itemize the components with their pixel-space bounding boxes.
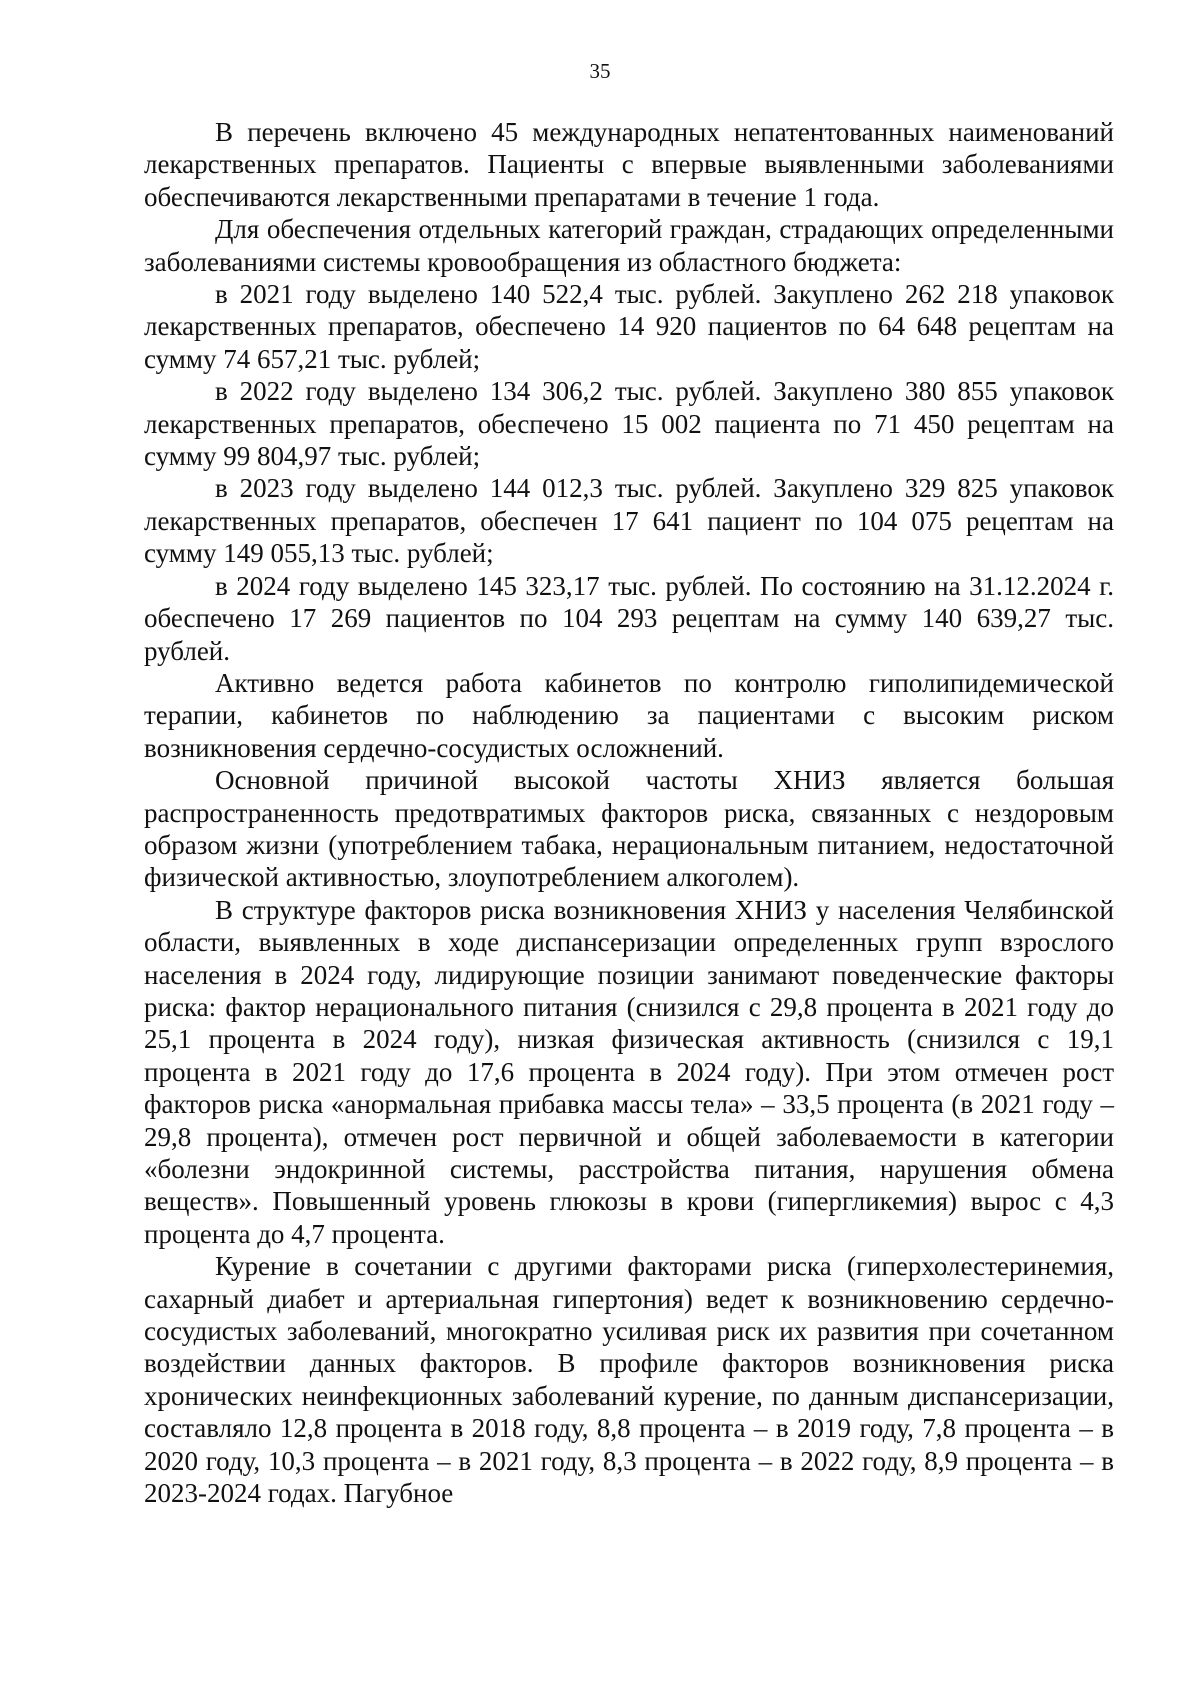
paragraph-risk-factor-structure: В структуре факторов риска возникновения ХНИЗ у населения Челябинской области, выявленных в ходе диспансеризации определенных групп взрослого населения в 2024 году, лидирующие позиции занимают поведенческие факторы риска: фактор нерационального питания (снизился с 29,8 процента в 2021 году до 25,1 процента в 2024 году), низкая физическая активность (снизился с 19,1 процента в 2021 году до 17,6 процента в 2024 году). При этом отмечен рост факторов риска «анормальная прибавка массы тела» – 33,5 процента (в 2021 году – 29,8 процента), отмечен рост первичной и общей заболеваемости в категории «болезни эндокринной системы, расстройства питания, нарушения обмена веществ». Повышенный уровень глюкозы в крови (гипергликемия) вырос с 4,3 процента до 4,7 процента. xyxy=(144,894,1114,1249)
paragraph-funding-2021: в 2021 году выделено 140 522,4 тыс. рублей. Закуплено 262 218 упаковок лекарственных препаратов, обеспечено 14 920 пациентов по 64 648 рецептам на сумму 74 657,21 тыс. рублей; xyxy=(144,279,1114,374)
paragraph-lipid-therapy-offices: Активно ведется работа кабинетов по контролю гиполипидемической терапии, кабинетов по наблюдению за пациентами с высоким риском возникновения сердечно-сосудистых осложнений. xyxy=(144,667,1114,763)
document-body xyxy=(144,116,1114,1509)
paragraph-medication-list: В перечень включено 45 международных непатентованных наименований лекарственных препаратов. Пациенты с впервые выявленными заболеваниями обеспечиваются лекарственными препаратами в течение 1 года. xyxy=(144,117,1114,212)
paragraph-funding-2023: в 2023 году выделено 144 012,3 тыс. рублей. Закуплено 329 825 упаковок лекарственных препаратов, обеспечен 17 641 пациент по 104 075 рецептам на сумму 149 055,13 тыс. рублей; xyxy=(144,473,1114,569)
paragraph-smoking: Курение в сочетании с другими факторами риска (гиперхолестеринемия, сахарный диабет и артериальная гипертония) ведет к возникновению сердечно-сосудистых заболеваний, многократно усиливая риск их развития при сочетанном воздействии данных факторов. В профиле факторов возникновения риска хронических неинфекционных заболеваний курение, по данным диспансеризации, составляло 12,8 процента в 2018 году, 8,8 процента – в 2019 году, 7,8 процента – в 2020 году, 10,3 процента – в 2021 году, 8,3 процента – в 2022 году, 8,9 процента – в 2023-2024 годах. Пагубное xyxy=(144,1251,1114,1509)
page-number: 35 xyxy=(589,59,611,83)
paragraph-circulatory-funding-intro: Для обеспечения отдельных категорий граждан, страдающих определенными заболеваниями системы кровообращения из областного бюджета: xyxy=(144,214,1114,277)
paragraph-ncd-main-cause: Основной причиной высокой частоты ХНИЗ является большая распространенность предотвратимых факторов риска, связанных с нездоровым образом жизни (употреблением табака, нерациональным питанием, недостаточной физической активностью, злоупотреблением алкоголем). xyxy=(144,765,1114,893)
paragraph-funding-2024: в 2024 году выделено 145 323,17 тыс. рублей. По состоянию на 31.12.2024 г. обеспечено 17 269 пациентов по 104 293 рецептам на сумму 140 639,27 тыс. рублей. xyxy=(144,570,1114,666)
paragraph-funding-2022: в 2022 году выделено 134 306,2 тыс. рублей. Закуплено 380 855 упаковок лекарственных препаратов, обеспечено 15 002 пациента по 71 450 рецептам на сумму 99 804,97 тыс. рублей; xyxy=(144,376,1114,472)
